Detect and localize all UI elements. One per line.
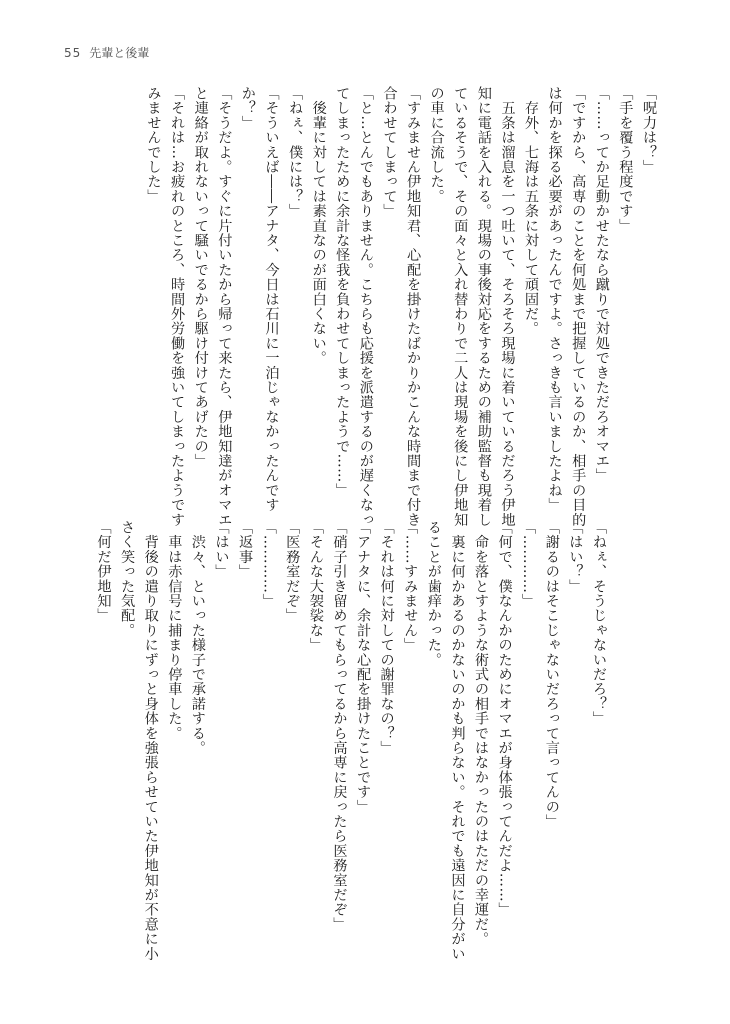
text-line: 「返事」 (237, 520, 254, 579)
text-line: てしまったために余計な怪我を負わせてしまったようで……」 (334, 86, 351, 498)
text-line: 「……ってか足動かせたなら蹴りで対処できただろオマエ」 (593, 86, 610, 483)
text-line: 「すみません伊地知君、心配を掛けたばかりかこんな時間まで付き (405, 86, 422, 527)
text-line: 命を落とすような術式の相手ではなかったのはただの幸運だ。 (473, 520, 490, 947)
text-line: 五条は溜息を一つ吐いて、そろそろ現場に着いているだろう伊地 (499, 86, 516, 527)
text-line: か？」 (239, 86, 256, 131)
text-line: は何かを探る必要があったんですよ。さっきも言いましたよね」 (546, 86, 563, 513)
text-line: 「謝るのはそこじゃないだろって言ってんの」 (543, 520, 560, 829)
text-line: 「ねぇ、僕には？」 (287, 86, 304, 219)
page-number: 55 (64, 46, 82, 60)
text-line: 「何だ伊地知」 (95, 520, 112, 623)
text-line: 「と…とんでもありません。こちらも応援を派遣するのが遅くなっ (357, 86, 374, 527)
text-line: みませんでした」 (145, 86, 162, 204)
text-line: 「そんな大袈裟な」 (307, 520, 324, 653)
text-line: 「ねぇ、そうじゃないだろ？」 (591, 520, 607, 726)
text-line: 「それは…お疲れのところ、時間外労働を強いてしまったようです (169, 86, 186, 527)
top-text-block (141, 86, 660, 527)
text-line: さく笑った気配。 (119, 520, 136, 638)
bottom-text-block (91, 520, 610, 961)
page-header (64, 44, 149, 61)
text-line: 知に電話を入れる。現場の事後対応をするための補助監督も現着し (475, 86, 492, 527)
text-line: 「アナタに、余計な心配を掛けたことです」 (355, 520, 372, 814)
text-line: 車は赤信号に捕まり停車した。 (166, 520, 183, 741)
book-title: 先輩と後輩 (89, 46, 150, 60)
text-line: 渋々、といった様子で承諾する。 (189, 520, 206, 756)
text-line: 「ですから、高専のことを何処まで把握しているのか、相手の目的 (570, 86, 587, 527)
text-line: 「そういえば――アナタ、今日は石川に一泊じゃなかったんです (263, 86, 280, 513)
text-line: 「…………」 (520, 520, 537, 609)
text-line: 「医務室だぞ」 (284, 520, 301, 623)
text-line: 裏に何かあるのかないのかも判らない。それでも遠因に自分がい (449, 520, 466, 961)
text-line: と連絡が取れないって騒いでるから駆け付けてあげたの」 (192, 86, 209, 469)
text-line: 「…………」 (260, 520, 277, 609)
text-line: 「はい？」 (567, 520, 584, 594)
text-line: の車に合流した。 (428, 86, 445, 204)
text-line: 「何で、僕なんかのためにオマエが身体張ってんだよ……」 (496, 520, 513, 917)
text-line: ているそうで、その面々と入れ替わりで二人は現場を後にし伊地知 (452, 86, 469, 527)
text-line: 「……すみません」 (402, 520, 419, 653)
text-line: 存外、七海は五条に対して頑固だ。 (523, 86, 540, 336)
text-line: 合わせてしまって」 (381, 86, 398, 219)
text-line: 「手を覆う程度です」 (617, 86, 634, 233)
text-line: 「それは何に対しての謝罪なの？」 (378, 520, 395, 756)
text-line: 「そうだよ。すぐに片付いたから帰って来たら、伊地知達がオマエ (216, 86, 233, 527)
text-line: 「はい」 (213, 520, 230, 579)
text-line: 「硝子引き留めてもらってるから高専に戻ったら医務室だぞ」 (331, 520, 348, 932)
text-line: 背後の遣り取りにずっと身体を強張らせていた伊地知が不意に小 (142, 520, 159, 961)
text-line: ることが歯痒かった。 (425, 520, 442, 667)
text-line: 「呪力は？」 (641, 86, 657, 175)
text-line: 後輩に対しては素直なのが面白くない。 (310, 86, 327, 366)
